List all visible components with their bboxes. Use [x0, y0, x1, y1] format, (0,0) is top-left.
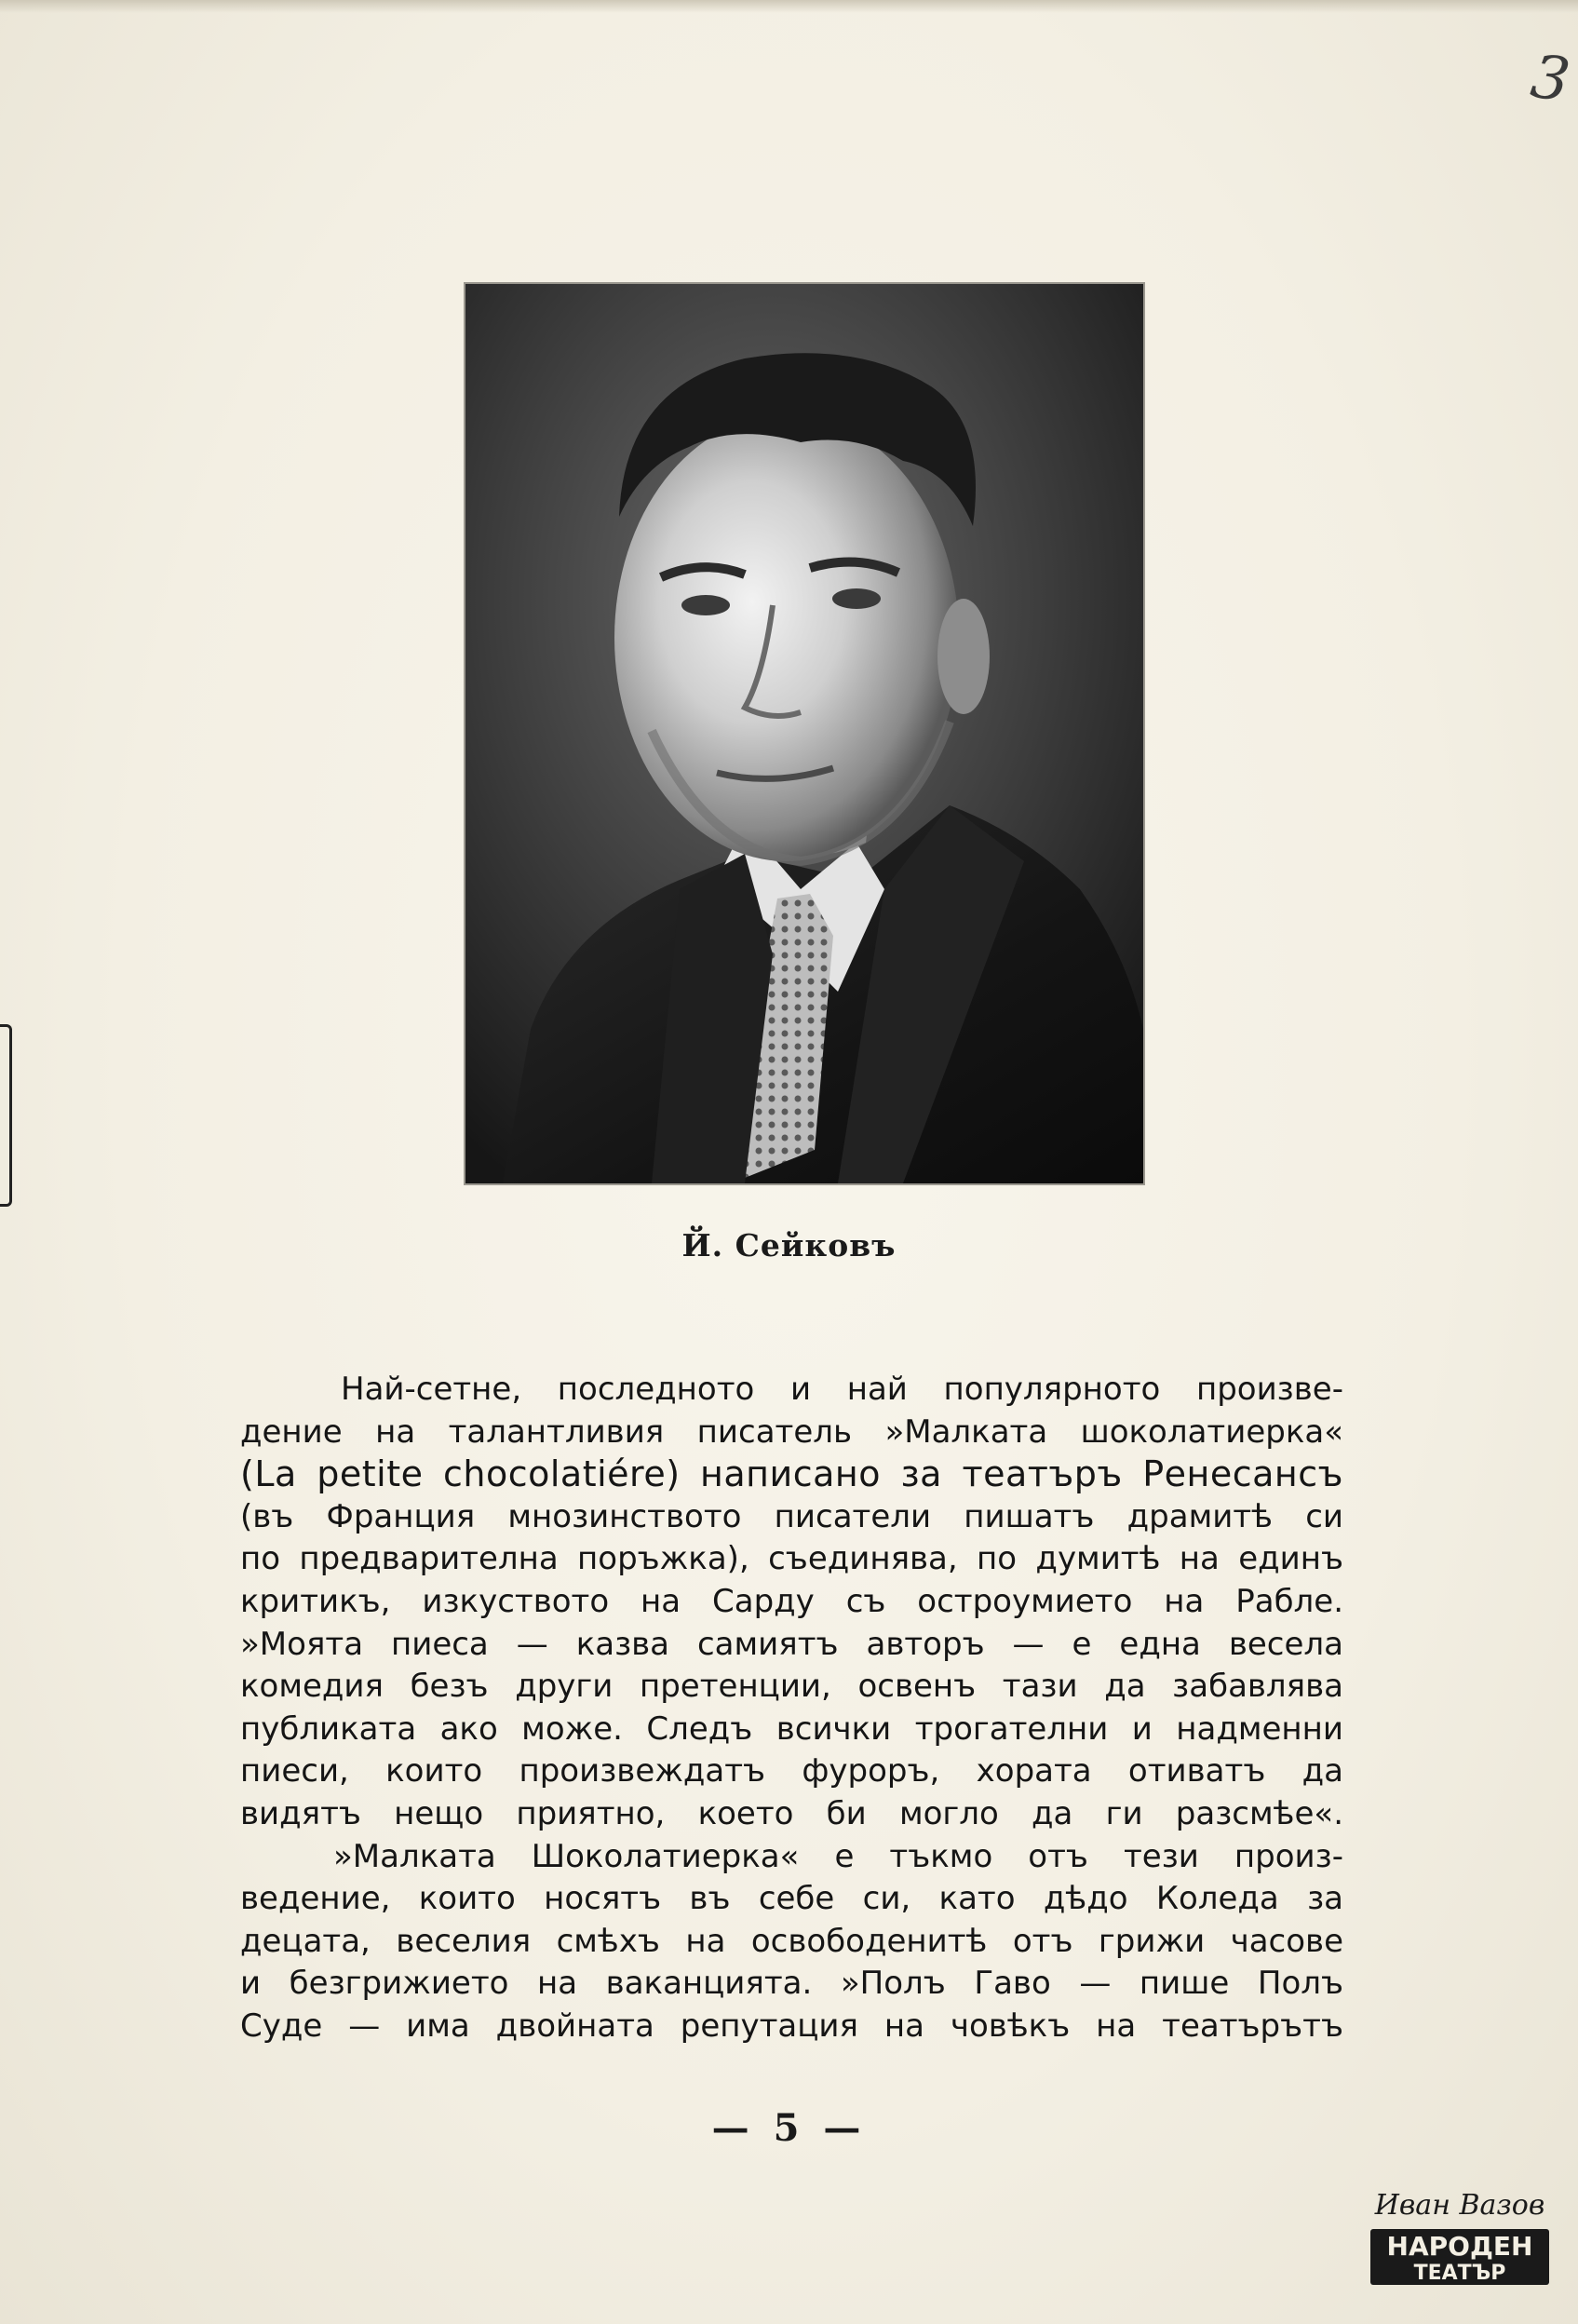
text-line: Най-сетне, последното и най популярното произве- — [341, 1371, 1343, 1408]
text-line: децата, веселия смѣхъ на освободенитѣ отъ грижи часове — [240, 1922, 1343, 1960]
text-line: пиеси, които произвеждатъ фуроръ, хората отиватъ да — [240, 1752, 1343, 1790]
text-line: и безгрижието на ваканцията. »Полъ Гаво — пише Полъ — [240, 1965, 1343, 2003]
text-line: критикъ, изкуството на Сарду съ остроумието на Рабле. — [240, 1582, 1343, 1620]
text-line: ведение, които носятъ въ себе си, като дѣдо Коледа за — [240, 1880, 1343, 1918]
logo-line-2: ТЕАТЪР — [1413, 2262, 1506, 2285]
text-line: комедия безъ други претенции, освенъ тази да забавлява — [240, 1668, 1343, 1706]
staple-binding-mark — [0, 1024, 12, 1207]
handwritten-page-number: 3 — [1527, 42, 1574, 116]
text-line: видятъ нещо приятно, което би могло да ги разсмѣе«. — [240, 1794, 1343, 1832]
portrait-photo-drawing — [465, 284, 1143, 1183]
page-top-shadow — [0, 0, 1578, 13]
logo-signature: Иван Вазов — [1374, 2189, 1545, 2222]
logo-line-1: НАРОДЕН — [1386, 2231, 1533, 2262]
text-line: (въ Франция мнозинството писатели пишатъ драмитѣ си — [240, 1497, 1343, 1535]
article-text — [240, 1369, 1343, 2048]
text-line: (La petite chocolatiére) написано за театъръ Ренесансъ — [240, 1453, 1343, 1495]
portrait-photo — [465, 284, 1143, 1183]
text-line: Суде — има двойната репутация на човѣкъ на театърътъ — [240, 2006, 1343, 2045]
page-number: — 5 — — [711, 2106, 867, 2150]
text-line: публиката ако може. Следъ всички трогателни и надменни — [240, 1709, 1343, 1748]
text-line: »Малката Шоколатиерка« е тъкмо отъ тези произ- — [333, 1837, 1343, 1875]
text-line: дение на талантливия писатель »Малката шоколатиерка« — [240, 1412, 1343, 1451]
photo-caption: Й. Сейковъ — [681, 1227, 897, 1263]
text-line: »Моята пиеса — казва самиятъ авторъ — е една весела — [240, 1625, 1343, 1663]
logo-drawing — [1367, 2177, 1553, 2287]
text-line: по предварителна поръжка), съединява, по думитѣ на единъ — [240, 1540, 1343, 1578]
national-theatre-logo — [1367, 2177, 1553, 2287]
